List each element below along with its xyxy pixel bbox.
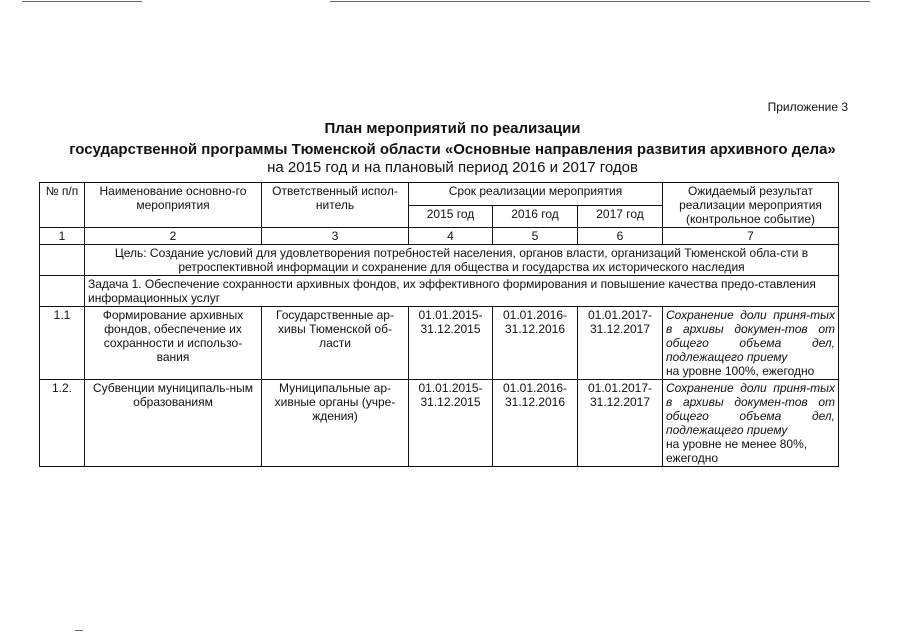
row-responsible: Муниципальные ар-хивные органы (учре-ждения) [262, 380, 409, 467]
row-num: 1.2. [40, 380, 85, 467]
column-number: 7 [663, 228, 839, 245]
header-row-1 [40, 183, 839, 206]
column-number: 3 [262, 228, 409, 245]
task-text: Задача 1. Обеспечение сохранности архивных фондов, их эффективного формирования и повышение качества предо-ставления информационных услуг [85, 276, 839, 307]
row-result [663, 380, 839, 467]
column-number-row [40, 228, 839, 245]
table-row [40, 380, 839, 467]
row-responsible: Государственные ар-хивы Тюменской об-ласти [262, 307, 409, 380]
column-number: 2 [85, 228, 262, 245]
table-row [40, 307, 839, 380]
row-period-2016: 01.01.2016-31.12.2016 [493, 307, 578, 380]
goal-empty-cell [40, 245, 85, 276]
document-title-line-1: План мероприятий по реализации [324, 120, 581, 137]
row-result-italic: Сохранение доли приня-тых в архивы докумен-тов от общего объема дел, подлежащего приему [666, 308, 835, 364]
header-period: Срок реализации мероприятия [409, 183, 663, 206]
scan-edge-line-right [330, 1, 870, 2]
header-responsible: Ответственный испол-нитель [262, 183, 409, 228]
goal-text: Цель: Создание условий для удовлетворения потребностей населения, органов власти, организаций Тюменской обла-сти в ретроспективной информации и сохранение для общества и государства их исторического наследия [85, 245, 839, 276]
row-result-plain: на уровне 100%, ежегодно [666, 364, 815, 378]
row-num: 1.1 [40, 307, 85, 380]
header-name: Наименование основно-го мероприятия [85, 183, 262, 228]
document-title-line-2: государственной программы Тюменской области «Основные направления развития архивного дела» [69, 141, 836, 158]
task-empty-cell [40, 276, 85, 307]
header-year-2017: 2017 год [578, 205, 663, 228]
row-period-2015: 01.01.2015-31.12.2015 [409, 307, 493, 380]
plan-table [39, 182, 839, 467]
scan-edge-line-left [22, 1, 142, 2]
header-result: Ожидаемый результат реализации мероприятия (контрольное событие) [663, 183, 839, 228]
row-period-2017: 01.01.2017-31.12.2017 [578, 380, 663, 467]
task-row [40, 276, 839, 307]
column-number: 4 [409, 228, 493, 245]
column-number: 6 [578, 228, 663, 245]
row-period-2016: 01.01.2016-31.12.2016 [493, 380, 578, 467]
row-period-2017: 01.01.2017-31.12.2017 [578, 307, 663, 380]
appendix-label: Приложение 3 [767, 100, 848, 114]
scan-edge-line-bottom [75, 630, 83, 631]
row-result [663, 307, 839, 380]
header-num: № п/п [40, 183, 85, 228]
row-period-2015: 01.01.2015-31.12.2015 [409, 380, 493, 467]
row-result-italic: Сохранение доли приня-тых в архивы докумен-тов от общего объема дел, подлежащего приему [666, 381, 835, 437]
row-name: Субвенции муниципаль-ным образованиям [85, 380, 262, 467]
row-result-plain: на уровне не менее 80%, ежегодно [666, 437, 808, 465]
column-number: 1 [40, 228, 85, 245]
column-number: 5 [493, 228, 578, 245]
goal-row [40, 245, 839, 276]
row-name: Формирование архивных фондов, обеспечение их сохранности и использо-вания [85, 307, 262, 380]
header-year-2015: 2015 год [409, 205, 493, 228]
document-title-line-3: на 2015 год и на плановый период 2016 и 2017 годов [267, 159, 638, 176]
header-year-2016: 2016 год [493, 205, 578, 228]
